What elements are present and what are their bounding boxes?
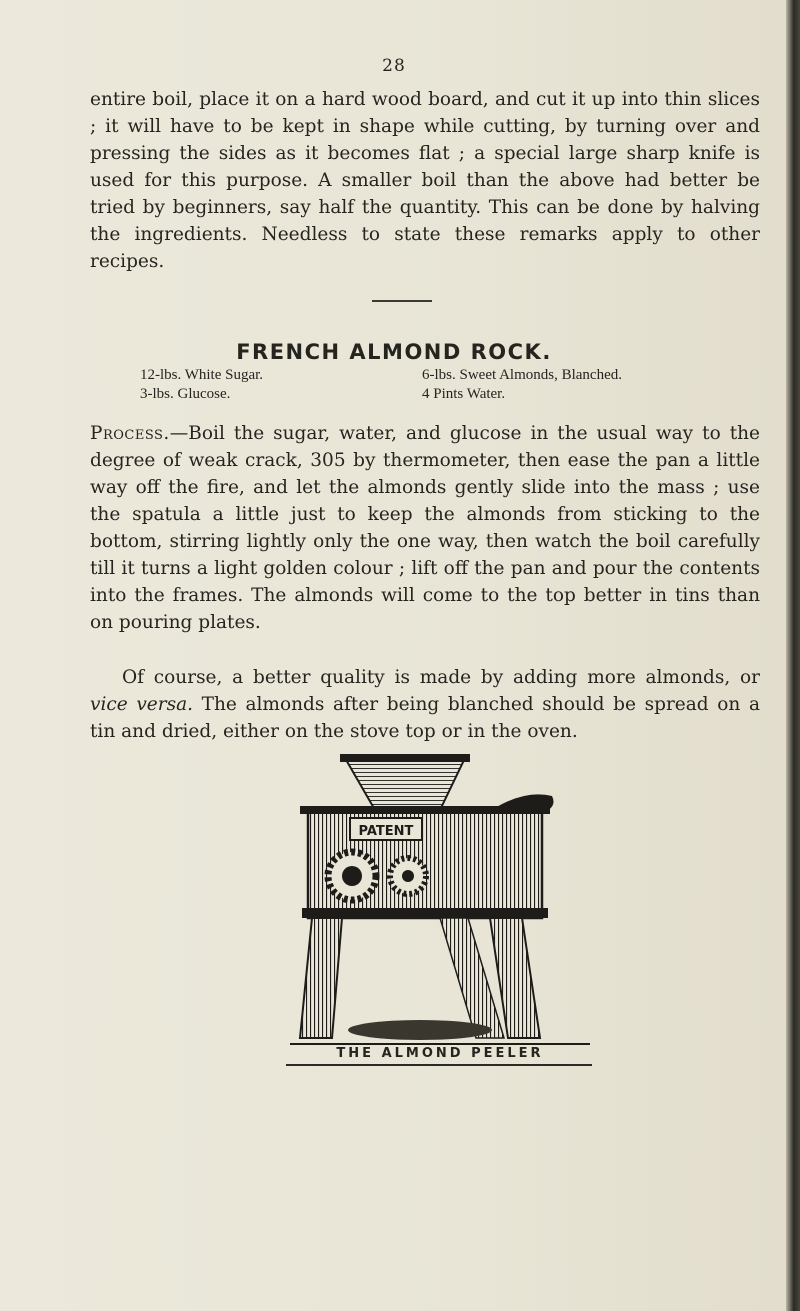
process-paragraph <box>90 420 760 636</box>
recipe-title: FRENCH ALMOND ROCK. <box>236 340 552 364</box>
page-number: 28 <box>382 56 406 76</box>
note-italic: vice versa. <box>90 694 193 715</box>
note-start: Of course, a better quality is made by adding more almonds, or <box>122 667 760 688</box>
ingredient-sugar: 12-lbs. White Sugar. <box>140 367 264 383</box>
page-edge-shadow <box>786 0 800 1311</box>
ingredient-water: 4 Pints Water. <box>422 386 506 402</box>
ingredient-almonds: 6-lbs. Sweet Almonds, Blanched. <box>422 367 622 383</box>
section-divider <box>372 300 432 302</box>
almond-pile <box>348 1020 492 1040</box>
process-text: —Boil the sugar, water, and glucose in the usual way to the degree of weak crack, 305 by thermometer, then ease the pan a little way off the fire, and let the almonds gently slide into the mass ; use the spatula a little just to keep the almonds from sticking to the bottom, stirring lightly only the one way, then watch the boil carefully till it turns a light golden colour ; lift off the pan and pour the contents into the frames. The almonds will come to the top better in tins than on pouring plates. <box>90 423 760 633</box>
hopper <box>345 758 465 810</box>
intro-paragraph: entire boil, place it on a hard wood board, and cut it up into thin slices ; it will have to be kept in shape while cutting, by turning over and pressing the sides as it becomes flat ; a special large sharp knife is used for this purpose. A smaller boil than the above had better be tried by beginners, say half the quantity. This can be done by halving the ingredients. Needless to state these remarks apply to other recipes. <box>90 89 760 272</box>
illustration-caption: THE ALMOND PEELER <box>336 1046 544 1061</box>
patent-plate-text: PATENT <box>358 824 414 839</box>
quality-note-paragraph <box>90 664 760 745</box>
process-label: Process. <box>90 423 170 444</box>
almond-peeler-illustration <box>290 748 610 1048</box>
hopper-rim <box>340 754 470 762</box>
ingredient-glucose: 3-lbs. Glucose. <box>140 386 231 402</box>
left-leg <box>300 918 342 1038</box>
note-end: The almonds after being blanched should be spread on a tin and dried, either on the stove top or in the oven. <box>90 694 760 742</box>
caption-underline <box>286 1064 592 1066</box>
